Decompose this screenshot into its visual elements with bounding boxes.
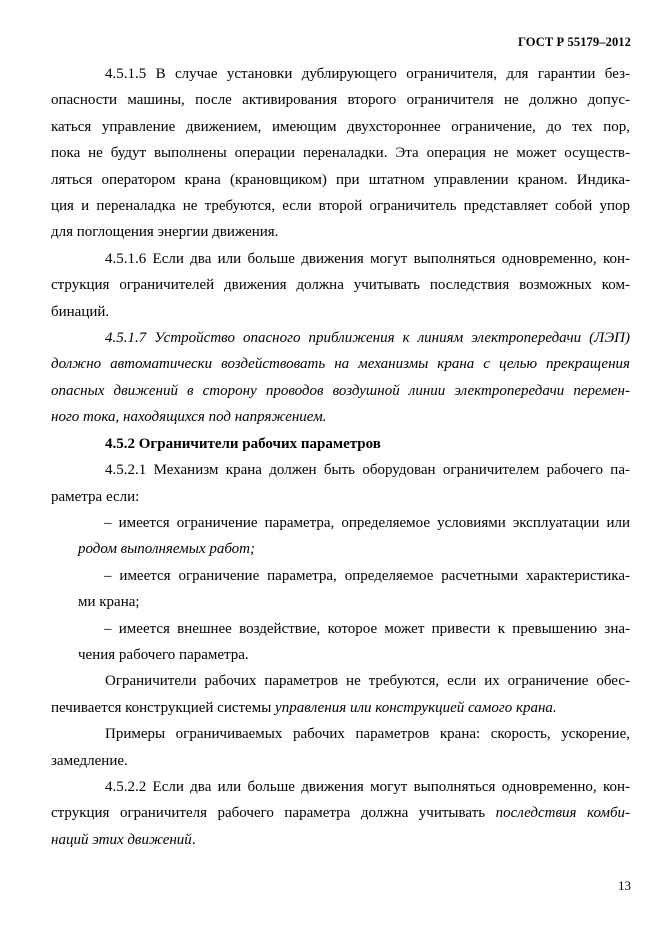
text-line: – имеется внешнее воздействие, которое может привести к превышению зна- (104, 620, 630, 637)
text-line: пока не будут выполнены операции переналадки. Эта операция не может осуществ- (51, 145, 630, 162)
text-line: должно автоматически воздействовать на механизмы крана с целью прекращения (51, 356, 630, 373)
text-line: для поглощения энергии движения. (51, 224, 279, 241)
paragraph-limits (51, 668, 630, 721)
document-body (51, 61, 630, 853)
text-italic: наций этих движений (51, 831, 192, 848)
text-line: – имеется ограничение параметра, определяемое условиями эксплуатации или (104, 514, 630, 531)
paragraph-4-5-1-7 (51, 325, 630, 431)
text-line: – имеется ограничение параметра, определяемое расчетными характеристика- (104, 567, 630, 584)
list-item-dash-2 (78, 563, 630, 616)
text-line: струкция ограничителей движения должна учитывать последствия возможных ком- (51, 277, 630, 294)
text-line: опасности машины, после активирования второго ограничителя не должно допус- (51, 92, 630, 109)
text-line: 4.5.2.2 Если два или больше движения могут выполняться одновременно, кон- (105, 778, 630, 795)
text-line: ляться оператором крана (крановщиком) при штатном управлении краном. Индика- (51, 171, 630, 188)
paragraph-4-5-1-5 (51, 61, 630, 246)
text-plain: . (191, 831, 196, 848)
text-line: ция и переналадка не требуются, если второй ограничитель представляет собой упор (51, 198, 630, 215)
page-header: ГОСТ Р 55179–2012 (518, 35, 631, 49)
text-line: 4.5.1.7 Устройство опасного приближения к линиям электропередачи (ЛЭП) (105, 330, 630, 347)
text-line: бинаций. (51, 303, 110, 320)
text-line: ного тока, находящихся под напряжением. (51, 409, 327, 426)
text-italic: последствия комби- (495, 805, 630, 822)
text-line (51, 800, 630, 826)
paragraph-4-5-2-2 (51, 774, 630, 853)
text-line: каться управление движением, имеющим двухстороннее ограничение, до тех пор, (51, 118, 630, 135)
text-line: чения рабочего параметра. (78, 646, 249, 663)
text-line (51, 827, 630, 853)
paragraph-examples (51, 721, 630, 774)
text-line: Примеры ограничиваемых рабочих параметров крана: скорость, ускорение, (105, 726, 630, 743)
text-line: 4.5.1.6 Если два или больше движения могут выполняться одновременно, кон- (105, 250, 630, 267)
text-line: ми крана; (78, 594, 140, 611)
paragraph-4-5-2-1 (51, 457, 630, 510)
list-item-dash-1 (78, 510, 630, 563)
text-line: замедление. (51, 752, 128, 769)
text-plain: струкция ограничителя рабочего параметра должна учитывать (51, 805, 496, 822)
section-heading-4-5-2 (78, 431, 630, 457)
text-line: опасных движений в сторону проводов воздушной линии электропередачи перемен- (51, 382, 630, 399)
paragraph-4-5-1-6 (51, 246, 630, 325)
text-line (51, 695, 630, 721)
text-line: родом выполняемых работ; (78, 541, 255, 558)
text-plain: печивается конструкцией системы (51, 699, 276, 716)
text-italic: управления или конструкцией самого крана. (275, 699, 557, 716)
text-line: Ограничители рабочих параметров не требуются, если их ограничение обес- (105, 673, 630, 690)
text-line: раметра если: (51, 488, 140, 505)
list-item-dash-3 (78, 616, 630, 669)
heading-text: 4.5.2 Ограничители рабочих параметров (105, 435, 381, 452)
text-line: 4.5.2.1 Механизм крана должен быть оборудован ограничителем рабочего па- (105, 462, 630, 479)
page-number: 13 (618, 878, 631, 893)
text-line: 4.5.1.5 В случае установки дублирующего ограничителя, для гарантии без- (105, 66, 630, 82)
